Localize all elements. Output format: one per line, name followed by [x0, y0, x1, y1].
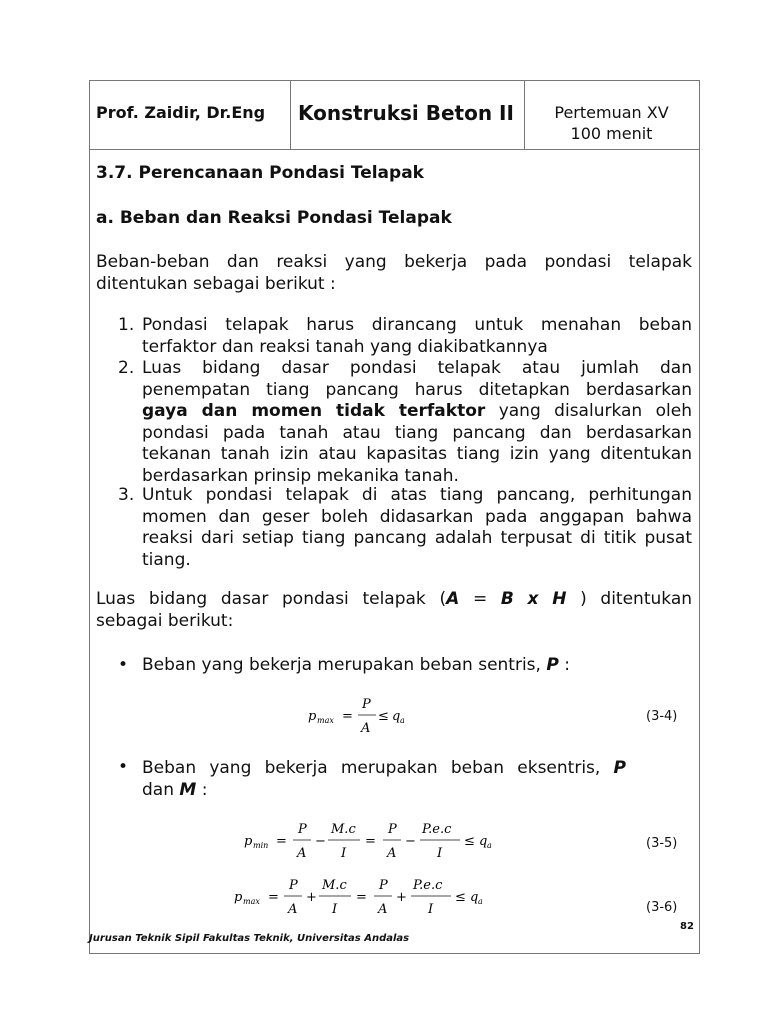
svg-text:I: I: [428, 902, 434, 917]
svg-text:a: a: [487, 841, 492, 850]
bullet-dot-2: •: [118, 757, 129, 777]
var-A: A: [446, 589, 460, 609]
intro-line-2: ditentukan sebagai berikut :: [96, 273, 336, 294]
svg-text:=: =: [356, 890, 367, 905]
svg-text:max: max: [317, 716, 334, 725]
svg-text:A: A: [361, 721, 371, 736]
svg-text:P: P: [362, 697, 371, 712]
equation-3-4: [300, 693, 420, 737]
meeting-duration: 100 menit: [570, 124, 653, 143]
svg-text:−: −: [405, 834, 416, 849]
svg-text:p: p: [244, 834, 253, 849]
intro-line-1: Beban-beban dan reaksi yang bekerja pada pondasi telapak: [96, 252, 692, 272]
svg-text:I: I: [341, 846, 347, 861]
list-number-1: 1.: [118, 315, 135, 335]
list-item-2-line-6: berdasarkan prinsip mekanika tanah.: [142, 465, 459, 486]
svg-text:P: P: [289, 878, 298, 893]
list-item-2: [142, 358, 692, 487]
list-item-2-line-2: penempatan tiang pancang harus ditetapkan berdasarkan: [142, 379, 692, 400]
svg-text:A: A: [387, 846, 397, 861]
intro-paragraph: [96, 252, 692, 295]
svg-text:=: =: [268, 890, 279, 905]
svg-text:+: +: [396, 890, 407, 905]
svg-text:A: A: [297, 846, 307, 861]
svg-text:A: A: [288, 902, 298, 917]
svg-text:P: P: [379, 878, 388, 893]
equation-3-5: [238, 818, 508, 862]
bullet-item-1: Beban yang bekerja merupakan beban sentris, P :: [142, 655, 570, 675]
svg-text:P: P: [298, 822, 307, 837]
svg-text:p: p: [234, 890, 243, 905]
svg-text:A: A: [378, 902, 388, 917]
section-title: 3.7. Perencanaan Pondasi Telapak: [96, 163, 424, 183]
var-B: B: [500, 589, 514, 609]
equation-number-3-5: (3-5): [646, 836, 678, 851]
list-item-2-line-4: pondasi pada tanah atau tiang pancang dan berdasarkan: [142, 422, 692, 443]
svg-text:a: a: [478, 897, 483, 906]
equation-number-3-6: (3-6): [646, 900, 678, 915]
list-number-2: 2.: [118, 358, 135, 378]
meeting-label: Pertemuan XV: [554, 103, 669, 122]
subsection-title: a. Beban dan Reaksi Pondasi Telapak: [96, 208, 452, 228]
svg-text:≤: ≤: [464, 834, 475, 849]
area-line-1: Luas bidang dasar pondasi telapak (A = B x H ) ditentukan: [96, 589, 693, 609]
list-item-1-line-2: terfaktor dan reaksi tanah yang diakibatkannya: [142, 336, 548, 357]
svg-text:p: p: [308, 709, 317, 724]
var-M: M: [179, 780, 197, 800]
list-item-2-line-3-rest: yang disalurkan oleh: [485, 401, 692, 421]
area-line-2: sebagai berikut:: [96, 610, 234, 631]
svg-text:q: q: [470, 890, 479, 905]
bold-phrase: gaya dan momen tidak terfaktor: [142, 401, 486, 421]
svg-text:P.e.c: P.e.c: [422, 822, 452, 837]
list-item-3-line-3: reaksi dari setiap tiang pancang adalah terpusat di titik pusat: [142, 528, 692, 548]
svg-text:I: I: [437, 846, 443, 861]
svg-text:M.c: M.c: [331, 822, 356, 837]
svg-text:+: +: [306, 890, 317, 905]
area-paragraph: [96, 589, 692, 632]
list-item-2-line-3: [142, 401, 692, 423]
svg-text:=: =: [342, 709, 353, 724]
svg-text:I: I: [332, 902, 338, 917]
header-table: [90, 81, 699, 150]
equation-number-3-4: (3-4): [646, 709, 678, 724]
svg-text:≤: ≤: [378, 709, 389, 724]
list-item-2-line-1: Luas bidang dasar pondasi telapak atau jumlah dan: [142, 358, 692, 378]
list-item-1: [142, 315, 692, 358]
list-item-3-line-1: Untuk pondasi telapak di atas tiang pancang, perhitungan: [142, 485, 692, 505]
list-item-3: [142, 485, 692, 571]
svg-text:≤: ≤: [455, 890, 466, 905]
list-number-3: 3.: [118, 485, 135, 505]
equation-3-6: [228, 874, 498, 918]
header-meeting-cell: [524, 81, 699, 149]
author-name: Prof. Zaidir, Dr.Eng: [96, 103, 266, 122]
svg-text:max: max: [243, 897, 260, 906]
bullet-item-2: Beban yang bekerja merupakan beban eksentris, P dan M :: [142, 758, 626, 800]
list-item-3-line-2: momen dan geser boleh didasarkan pada anggapan bahwa: [142, 506, 692, 527]
list-item-1-line-1: Pondasi telapak harus dirancang untuk menahan beban: [142, 315, 692, 335]
svg-text:q: q: [392, 709, 401, 724]
var-H: H: [552, 589, 567, 609]
bullet-dot-1: •: [118, 655, 129, 675]
svg-text:=: =: [365, 834, 376, 849]
svg-text:−: −: [315, 834, 326, 849]
var-x: x: [527, 589, 539, 609]
list-item-2-line-5: tekanan tanah izin atau kapasitas tiang izin yang ditentukan: [142, 444, 692, 464]
page-number: 82: [680, 921, 694, 932]
svg-text:P: P: [388, 822, 397, 837]
footer-institution: Jurusan Teknik Sipil Fakultas Teknik, Universitas Andalas: [89, 933, 410, 944]
svg-text:M.c: M.c: [322, 878, 347, 893]
header-author-cell: [90, 81, 291, 149]
header-course-cell: [290, 81, 525, 149]
course-title: Konstruksi Beton II: [298, 101, 514, 125]
var-P-2: P: [613, 758, 626, 778]
svg-text:min: min: [253, 841, 269, 850]
svg-text:q: q: [479, 834, 488, 849]
svg-text:=: =: [276, 834, 287, 849]
svg-text:a: a: [400, 716, 405, 725]
svg-text:P.e.c: P.e.c: [413, 878, 443, 893]
var-P: P: [546, 655, 559, 675]
list-item-3-line-4: tiang.: [142, 549, 191, 570]
